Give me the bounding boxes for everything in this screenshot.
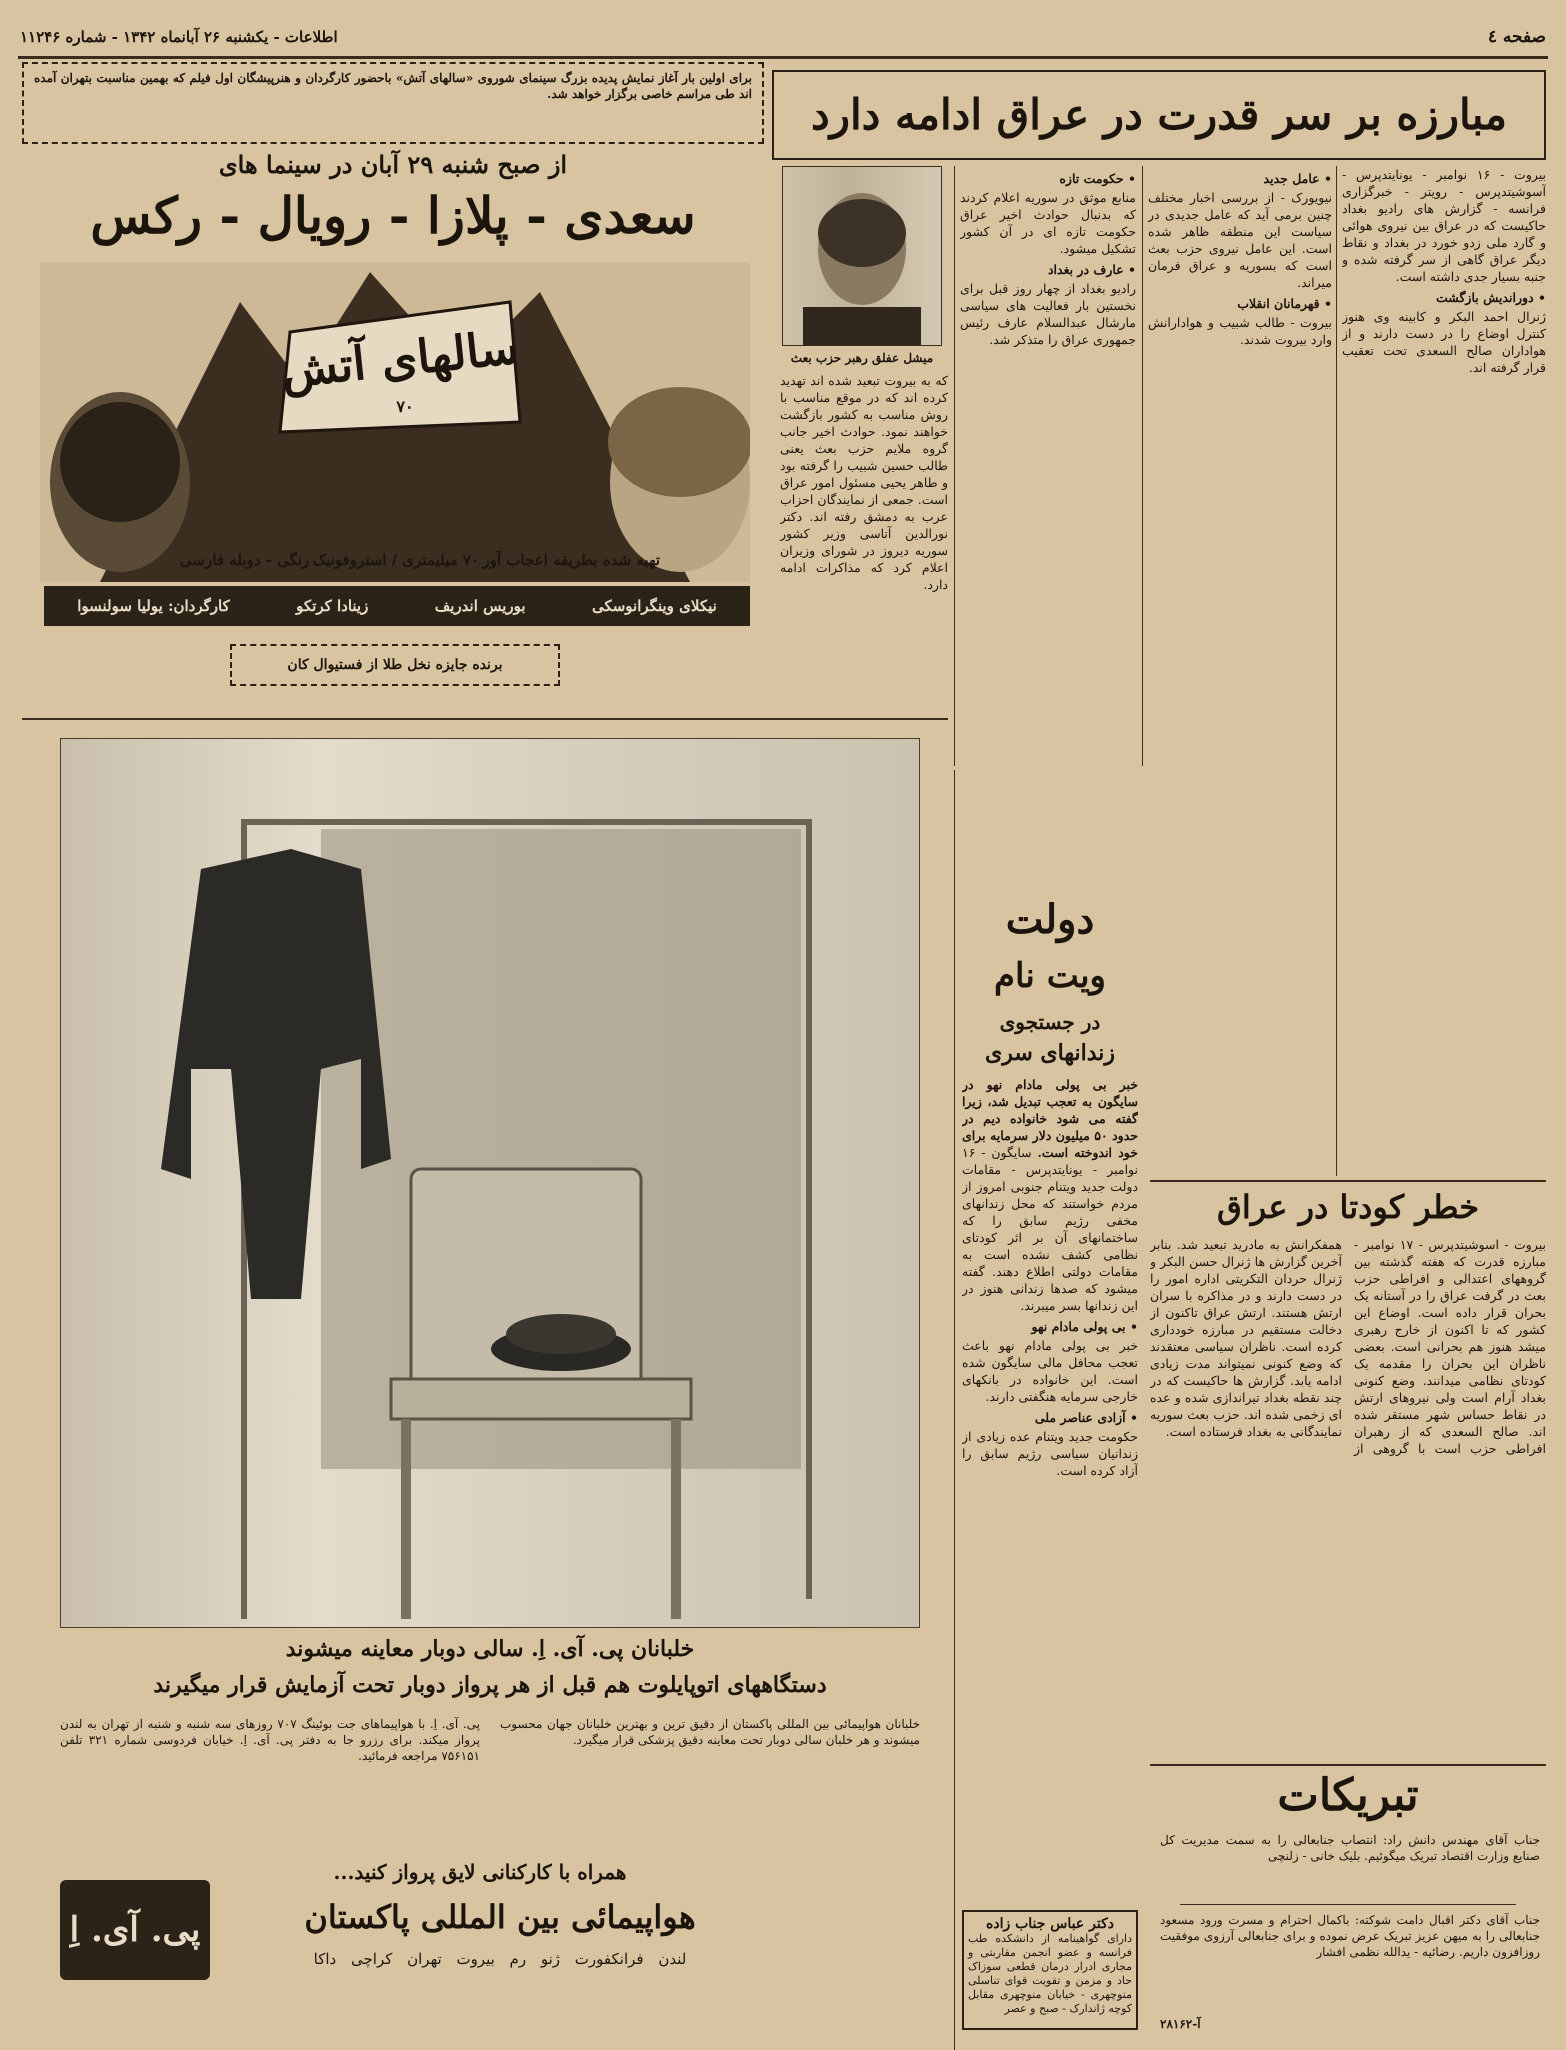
lead-col-2 bbox=[1148, 166, 1332, 1176]
lead-col-1 bbox=[1342, 166, 1546, 1176]
pia-headline: خلبانان پی. آی. اِ. سالی دوبار معاینه میشوند bbox=[285, 1636, 695, 1662]
cinema-date-line: از صبح شنبه ۲۹ آبان در سینما های bbox=[218, 150, 568, 179]
film-format: ۷۰ bbox=[396, 397, 414, 416]
film-poster-art bbox=[40, 262, 750, 582]
film-color-label: رنگی - دوبله فارسی bbox=[180, 551, 310, 569]
vietnam-lead: خبر بی پولی مادام نهو در سایگون به تعجب تبدیل شد، زیرا گفته می شود خانواده دیم در حدود ۵۰ میلیون دلار سرمایه برای خود اندوخته است. bbox=[962, 1077, 1138, 1160]
portrait-photo bbox=[782, 166, 942, 346]
portrait-caption: میشل عفلق رهبر حزب بعث bbox=[790, 351, 934, 365]
column-rule bbox=[954, 770, 955, 2050]
lead-intro: بیروت - ۱۶ نوامبر - یونایتدپرس - آسوشیتدپرس - رویتر - خبرگزاری فرانسه - گزارش های رادیو بغداد حاکیست که در عراق بین نیروی هوائی و گارد ملی زدو خورد در بغداد و نقاط دیگر عراق گاهی از سر گرفته شده و جنبه بسیار جدی داشته است. bbox=[1342, 167, 1546, 284]
coup-body: بیروت - اسوشیتدپرس - ۱۷ نوامبر - مبارزه قدرت که هفته گذشته بین گروههای اعتدالی و افراطی حزب بعث در گرفت عراق را در آستانه یک بحران قرار داده است. اوضاع این کشور که تا اکنون از خارج رهبری میشد هنوز هم بحرانی است. بعضی ناظران این بحران را مقدمه یک کودتای نظامی میدانند. وضع کنونی بغداد آرام است ولی نیروهای ارتش در نقاط حساس شهر مستقر شده اند. صالح السعدی که از رهبران افراطی حزب است با گروهی از همفکرانش به مادرید تبعید شد. بنابر آخرین گزارش ها ژنرال حسن البکر و ژنرال حردان التکریتی اداره امور را در دست دارند و در مذاکره با سران ارتش هستند. ارتش عراق تاکنون از دخالت مستقیم در مبارزه خودداری کرده است. ناظران سیاسی معتقدند که وضع کنونی نمیتواند مدت زیادی ادامه یابد. گزارش ها حاکیست که در چند نقطه بغداد تیراندازی شده و عده ای زخمی شده اند. حزب بعث سوریه نمایندگانی به بغداد فرستاده است. bbox=[1150, 1237, 1546, 1456]
film-credits-band bbox=[44, 586, 750, 626]
vietnam-title-4: زندانهای سری bbox=[984, 1040, 1116, 1066]
lead-body-return: ژنرال احمد البکر و کابینه وی هنوز کنترل اوضاع را در دست دارند و از هواداران صالح السعدی تحت تعقیب قرار گرفته اند. bbox=[1342, 309, 1546, 375]
lead-sub-new-government: • حکومت تازه bbox=[960, 170, 1136, 187]
page-label: صفحه ٤ bbox=[1487, 27, 1546, 47]
column-rule bbox=[1336, 166, 1337, 1176]
lead-headline: مبارزه بر سر قدرت در عراق ادامه دارد bbox=[811, 90, 1507, 139]
column-rule bbox=[1142, 166, 1143, 766]
section-rule bbox=[1150, 1764, 1546, 1766]
lead-body-new-factor: نیویورک - از بررسی اخبار مختلف چنین برمی آید که عامل جدیدی در سیاست این منطقه ظاهر شده است. این عامل نیروی حزب بعث است که بسوریه و عراق فرمان میراند. bbox=[1148, 190, 1332, 290]
film-director: کارگردان: یولیا سولنسوا bbox=[77, 597, 230, 615]
pia-subheadline: دستگاههای اتوپایلوت هم قبل از هر پرواز دوبار تحت آزمایش قرار میگیرند bbox=[153, 1672, 827, 1698]
doctor-name: دکتر عباس جناب زاده bbox=[986, 1916, 1114, 1932]
lead-col-4 bbox=[780, 372, 948, 712]
lead-body-aref-baghdad: رادیو بغداد از چهار روز قبل برای نخستین بار فعالیت های سیاسی مارشال عبدالسلام عارف رئیس جمهوری عراق را متذکر شد. bbox=[960, 281, 1136, 347]
vietnam-title-1: دولت bbox=[1005, 896, 1095, 943]
doctor-body: دارای گواهینامه از دانشکده طب فرانسه و عضو انجمن مقاربتی و مجاری ادرار درمان قطعی سوزاک حاد و مزمن و تقویت قوای تناسلی منوچهری - خیابان منوچهری مقابل کوچه ژاندارک - صبح و عصر bbox=[968, 1932, 1132, 2015]
cinema-intro: برای اولین بار آغاز نمایش پدیده بزرگ سینمای شوروی «سالهای آتش» باحضور کارگردان و هنرپیشگان اول فیلم که بهمین مناسبت بتهران آمده اند طی مراسم خاصی برگزار خواهد شد. bbox=[34, 71, 752, 101]
lead-body-col5: که به بیروت تبعید شده اند تهدید کرده اند که در موقع مناسب با روش مناسب به کشور بازگشت خواهند نمود. حوادث اخیر جانب گروه ملایم حزب بعث یعنی طالب حسین شبیب را گرفته بود و طاهر یحیی مسئول امور عراق است. جمعی از نمایندگان احزاب عرب به دمشق رفته اند. دکتر نورالدین آتاسی وزیر کشور سوریه دیروز در شورای وزیران اعلام کرد که مذاکرات ادامه دارد. bbox=[780, 373, 948, 592]
pia-cities: لندن فرانکفورت ژنو رم بیروت تهران کراچی داکا bbox=[313, 1950, 687, 1968]
lead-body-revolutionaries: بیروت - طالب شبیب و هوادارانش وارد بیروت شدند. bbox=[1148, 315, 1332, 347]
congrats-title: تبریکات bbox=[1277, 1770, 1419, 1821]
pilot-uniform-photo bbox=[61, 739, 920, 1628]
vietnam-body-freedom: حکومت جدید ویتنام عده زیادی از زندانیان سیاسی رژیم سابق را آزاد کرده است. bbox=[962, 1429, 1138, 1478]
pia-tagline: همراه با کارکنانی لایق پرواز کنید... bbox=[333, 1860, 627, 1884]
pia-logo: پی. آی. اِ bbox=[60, 1880, 210, 1980]
vietnam-body bbox=[962, 1076, 1138, 1896]
pia-airline: هواپیمائی بین المللی پاکستان bbox=[304, 1898, 696, 1936]
pia-photo bbox=[60, 738, 920, 1628]
lead-sub-revolutionaries: • قهرمانان انقلاب bbox=[1148, 295, 1332, 312]
lead-body-new-government: منابع موثق در سوریه اعلام کردند که بدنبال حوادث اخیر عراق حکومت تازه ای در آن کشور تشکیل میشود. bbox=[960, 190, 1136, 256]
vietnam-sub-freedom: • آزادی عناصر ملی bbox=[962, 1409, 1138, 1426]
cinema-intro-box bbox=[22, 62, 764, 144]
vietnam-body-text: سایگون - ۱۶ نوامبر - یونایتدپرس - مقامات دولت جدید ویتنام جنوبی امروز از مردم خواستند که محل زندانهای مخفی رژیم سابق را که ساختمانهای آن بر اثر کودتای نظامی کشف نشده است به مقامات دولتی اطلاع دهند. گفته میشود که صدها زندانی هنوز در این زندانها بسر میبرند. bbox=[962, 1145, 1138, 1313]
pia-body-right: خلبانان هواپیمائی بین المللی پاکستان از دقیق ترین و بهترین خلبانان جهان محسوب میشوند و هر خلبان سالی دوبار تحت معاینه دقیق پزشکی قرار میگیرد. bbox=[500, 1717, 920, 1747]
vietnam-body-nhu: خبر بی پولی مادام نهو باعث تعجب محافل مالی سایگون شده است. این خانواده در بانکهای خارجی سرمایه هنگفتی دارند. bbox=[962, 1338, 1138, 1404]
congrats-item-2: جناب آقای دکتر اقبال دامت شوکته: باکمال احترام و مسرت ورود مسعود جنابعالی را به میهن عزیز تبریک عرض نموده و برای جنابعالی آرزوی موفقیت روزافزون داریم. رضائیه - یدالله نظمی افشار bbox=[1160, 1913, 1540, 1959]
lead-sub-return: • دوراندیش بازگشت bbox=[1342, 289, 1546, 306]
doctor-advert bbox=[962, 1910, 1138, 2030]
film-award: برنده جایزه نخل طلا از فستیوال کان bbox=[230, 644, 560, 686]
cinema-names: سعدی - پلازا - رویال - رکس bbox=[90, 186, 696, 245]
congrats-item-1: جناب آقای مهندس دانش راد: انتصاب جنابعالی را به سمت مدیریت کل صنایع وزارت اقتصاد تبریک میگوئیم. بلیک خانی - زلنچی bbox=[1160, 1833, 1540, 1863]
section-rule bbox=[1150, 1180, 1546, 1182]
vietnam-title-2: ویت نام bbox=[994, 956, 1106, 996]
lead-sub-aref-baghdad: • عارف در بغداد bbox=[960, 261, 1136, 278]
film-format-label: ۷۰ میلیمتری / استروفونیک bbox=[312, 551, 480, 569]
cast-2: بوریس اندریف bbox=[434, 597, 526, 615]
coup-headline: خطر کودتا در عراق bbox=[1217, 1188, 1479, 1226]
section-rule bbox=[1180, 1904, 1516, 1905]
vietnam-title-3: در جستجوی bbox=[999, 1010, 1101, 1034]
cast-1: نیکلای وینگرانوسکی bbox=[591, 597, 717, 615]
cast-3: زینادا کرتکو bbox=[296, 597, 369, 615]
lead-headline-box bbox=[772, 70, 1546, 160]
lead-col-3 bbox=[960, 166, 1136, 766]
film-title: سالهای آتش bbox=[278, 319, 522, 399]
pia-body-left: پی. آی. اِ. با هواپیماهای جت بوئینگ ۷۰۷ روزهای سه شنبه و شنبه از تهران به لندن پرواز میکند. برای رزرو جا به دفتر پی. آی. اِ. خیابان فردوسی شماره ۳۲۱ تلفن ۷۵۶۱۵۱ مراجعه فرمائید. bbox=[60, 1717, 480, 1763]
portrait-icon bbox=[783, 167, 941, 345]
section-rule bbox=[22, 718, 948, 720]
issue-info: اطلاعات - یکشنبه ۲۶ آبانماه ۱۳۴۲ - شماره ۱۱۲۴۶ bbox=[20, 28, 338, 46]
lead-sub-new-factor: • عامل جدید bbox=[1148, 170, 1332, 187]
congrats-ref: آ-۲۸۱۶۲ bbox=[1160, 2017, 1201, 2031]
column-rule bbox=[954, 166, 955, 766]
film-poster bbox=[40, 262, 750, 582]
film-specs bbox=[180, 540, 660, 580]
masthead-rule bbox=[18, 56, 1548, 59]
film-producer: تهیه شده بطریقه اعجاب آور bbox=[482, 551, 660, 569]
vietnam-sub-nhu: • بی پولی مادام نهو bbox=[962, 1318, 1138, 1335]
